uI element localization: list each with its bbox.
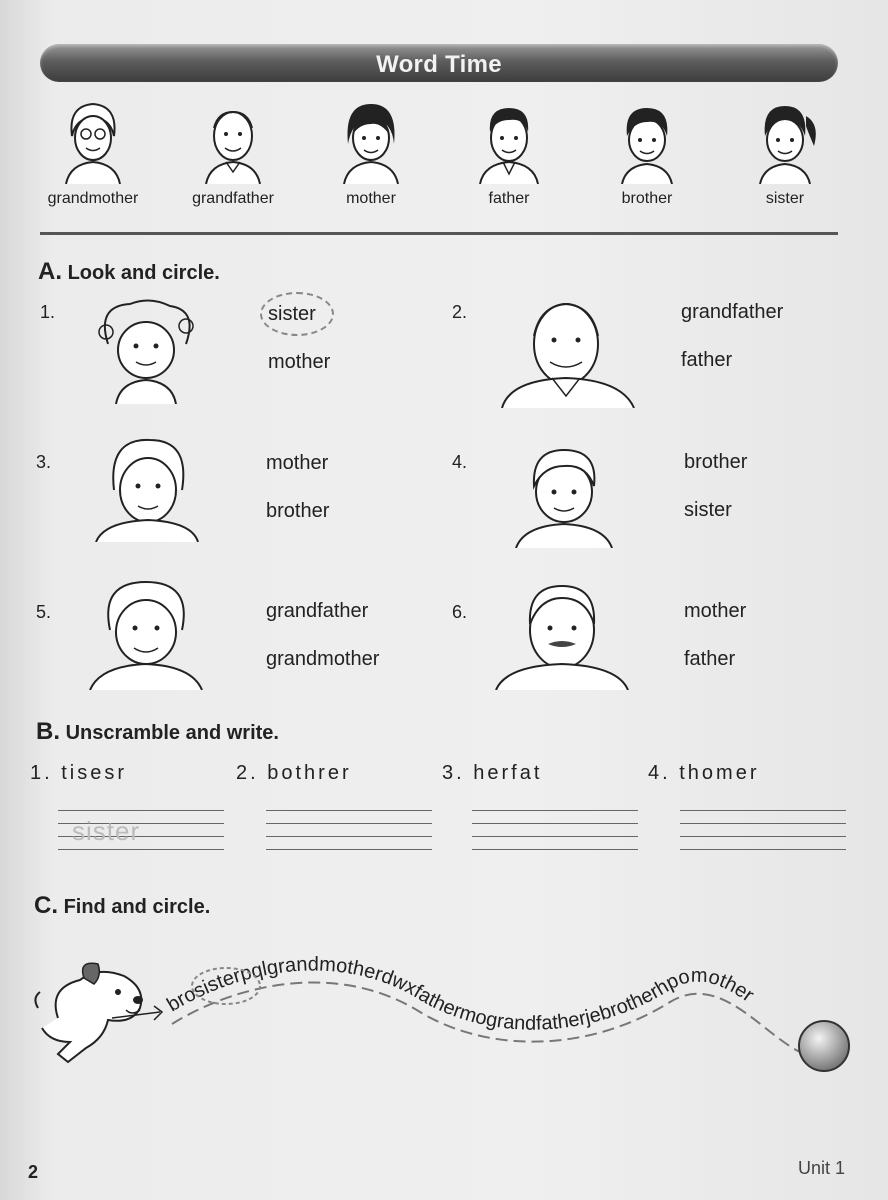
boy-illustration xyxy=(512,444,616,548)
answer-lines[interactable] xyxy=(266,810,432,862)
scrambled-word: 4. thomer xyxy=(648,762,760,784)
grandfather-portrait xyxy=(198,98,268,184)
item-number: 2. xyxy=(452,302,468,322)
item-number: 1. xyxy=(40,302,56,322)
family-grandfather xyxy=(178,98,288,208)
option-word[interactable]: sister xyxy=(684,499,732,521)
section-c-letter: C. xyxy=(34,892,58,919)
traced-answer: sister xyxy=(72,816,141,846)
family-label: mother xyxy=(346,190,396,207)
woman-illustration xyxy=(94,434,200,542)
scrambled-word: 2. bothrer xyxy=(236,762,352,784)
family-father xyxy=(454,98,564,208)
family-label: grandmother xyxy=(47,190,139,207)
item-number: 3. xyxy=(36,452,52,472)
family-grandmother xyxy=(38,98,148,208)
family-mother xyxy=(316,98,426,208)
father-portrait xyxy=(474,98,544,184)
option-word[interactable]: grandfather xyxy=(681,301,784,323)
girl-curly-hair-illustration xyxy=(90,296,200,404)
family-label: father xyxy=(488,190,530,207)
answer-lines[interactable] xyxy=(58,810,224,862)
word-snake-text xyxy=(163,953,758,1034)
page-number: 2 xyxy=(28,1162,39,1182)
option-word[interactable]: father xyxy=(681,349,733,371)
section-b-title: Unscramble and write. xyxy=(65,722,279,744)
answer-lines[interactable] xyxy=(472,810,638,862)
family-label: brother xyxy=(621,190,673,207)
item-number: 5. xyxy=(36,602,52,622)
section-a-title: Look and circle. xyxy=(67,262,220,284)
grandmother-illustration xyxy=(88,578,204,690)
word-snake[interactable] xyxy=(160,930,860,1080)
grandfather-illustration xyxy=(500,296,636,408)
family-brother xyxy=(592,98,702,208)
section-b-heading xyxy=(36,718,279,746)
page-title: Word Time xyxy=(376,51,502,78)
section-a-heading xyxy=(38,258,220,286)
option-word[interactable]: brother xyxy=(684,451,748,473)
option-word[interactable]: sister xyxy=(268,303,316,325)
mother-portrait xyxy=(336,98,406,184)
unit-label: Unit 1 xyxy=(798,1158,846,1178)
option-word[interactable]: grandmother xyxy=(266,648,380,670)
section-b-letter: B. xyxy=(36,718,60,745)
item-number: 6. xyxy=(452,602,468,622)
section-a-letter: A. xyxy=(38,258,62,285)
option-word[interactable]: mother xyxy=(268,351,331,373)
grandmother-portrait xyxy=(58,98,128,184)
item-number: 4. xyxy=(452,452,468,472)
family-sister xyxy=(730,98,840,208)
father-mustache-illustration xyxy=(494,580,630,690)
answer-lines[interactable] xyxy=(680,810,846,862)
scrambled-word: 3. herfat xyxy=(442,762,543,784)
family-label: sister xyxy=(765,190,805,207)
puppy-illustration xyxy=(28,958,168,1068)
brother-portrait xyxy=(612,98,682,184)
option-word[interactable]: father xyxy=(684,648,736,670)
ball-icon xyxy=(796,1018,852,1074)
sister-portrait xyxy=(750,98,820,184)
section-c-heading xyxy=(34,892,210,920)
scrambled-word: 1. tisesr xyxy=(30,762,128,784)
word-snake-letters: brosisterpqlgrandmotherdwxfathermograndfatherjebrotherhpomother xyxy=(163,953,758,1035)
option-word[interactable]: mother xyxy=(266,452,329,474)
family-label: grandfather xyxy=(192,190,274,207)
section-c-title: Find and circle. xyxy=(63,896,211,918)
option-word[interactable]: grandfather xyxy=(266,600,369,622)
option-word[interactable]: mother xyxy=(684,600,747,622)
title-banner xyxy=(40,44,838,82)
option-word[interactable]: brother xyxy=(266,500,330,522)
divider xyxy=(40,232,838,235)
